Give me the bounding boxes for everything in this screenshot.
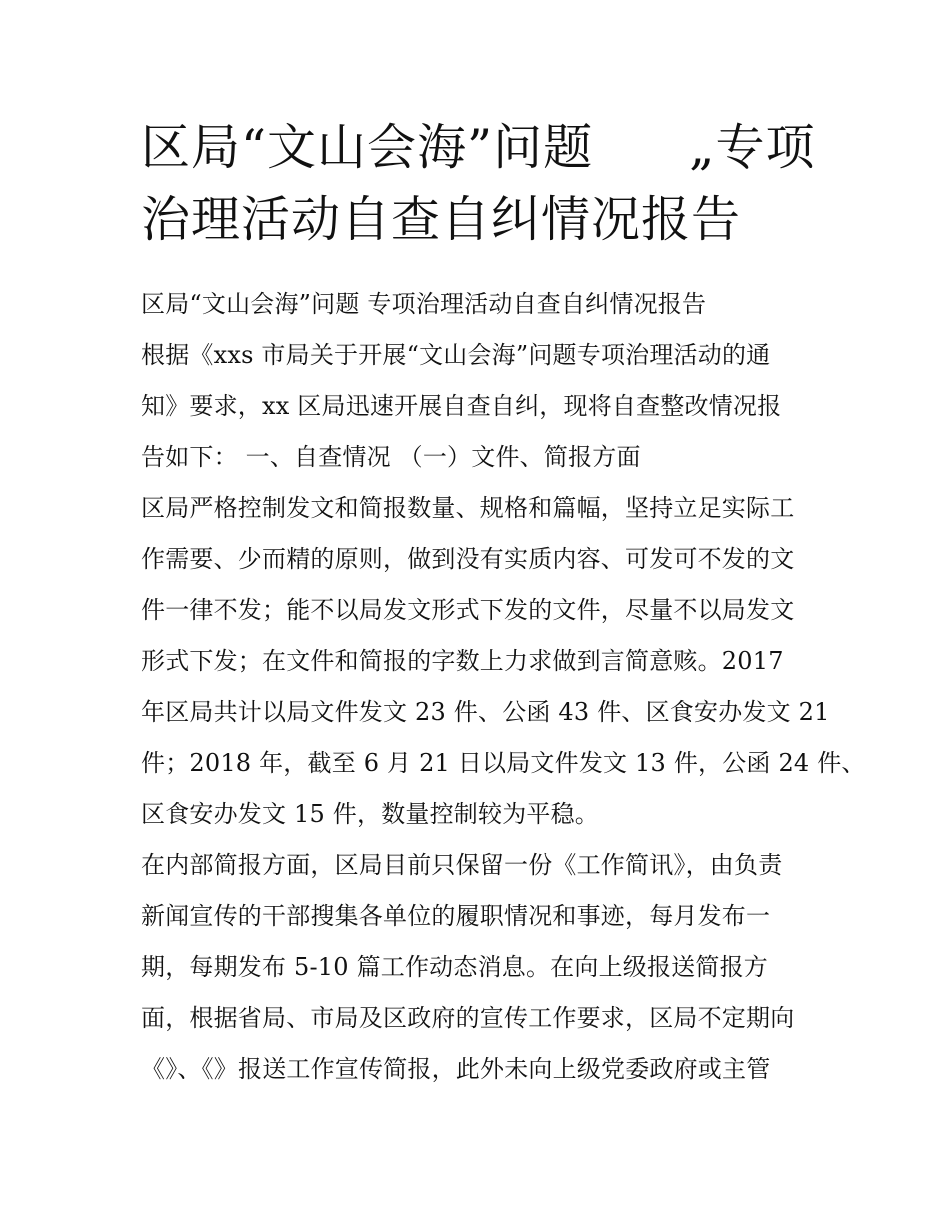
body-line-9: 年区局共计以局文件发文 23 件、公函 43 件、区食安办发文 21	[141, 698, 830, 726]
body-line-1: 区局“文山会海”问题 专项治理活动自查自纠情况报告	[141, 290, 707, 318]
title-line-1-part-2: „专项	[689, 119, 816, 176]
body-line-5: 区局严格控制发文和简报数量、规格和篇幅，坚持立足实际工	[141, 494, 795, 522]
body-line-14: 期，每期发布 5-10 篇工作动态消息。在向上级报送简报方	[141, 953, 768, 981]
body-line-7: 件一律不发；能不以局发文形式下发的文件，尽量不以局发文	[141, 596, 795, 624]
body-line-16: 《》、《》报送工作宣传简报，此外未向上级党委政府或主管	[141, 1055, 771, 1083]
document-body	[141, 279, 866, 1095]
title-line-2	[141, 184, 831, 256]
title-line-1-part-1: 区局“文山会海”问题	[141, 119, 594, 176]
body-line-2: 根据《xxs 市局关于开展“文山会海”问题专项治理活动的通	[141, 341, 771, 369]
body-line-3: 知》要求，xx 区局迅速开展自查自纠，现将自查整改情况报	[141, 392, 782, 420]
body-line-8: 形式下发；在文件和简报的字数上力求做到言简意赅。2017	[141, 647, 784, 675]
body-line-4: 告如下： 一、自查情况 （一）文件、简报方面	[141, 443, 641, 471]
body-line-15: 面，根据省局、市局及区政府的宣传工作要求，区局不定期向	[141, 1004, 795, 1032]
document-title	[141, 112, 831, 256]
body-line-11: 区食安办发文 15 件，数量控制较为平稳。	[141, 800, 599, 828]
title-line-2-text: 治理活动自查自纠情况报告	[141, 191, 742, 248]
title-line-1	[141, 112, 831, 184]
body-line-10: 件；2018 年，截至 6 月 21 日以局文件发文 13 件，公函 24 件、	[141, 749, 866, 777]
body-line-12: 在内部简报方面，区局目前只保留一份《工作简讯》，由负责	[141, 851, 783, 879]
body-line-13: 新闻宣传的干部搜集各单位的履职情况和事迹，每月发布一	[141, 902, 771, 930]
body-line-6: 作需要、少而精的原则，做到没有实质内容、可发可不发的文	[141, 545, 795, 573]
